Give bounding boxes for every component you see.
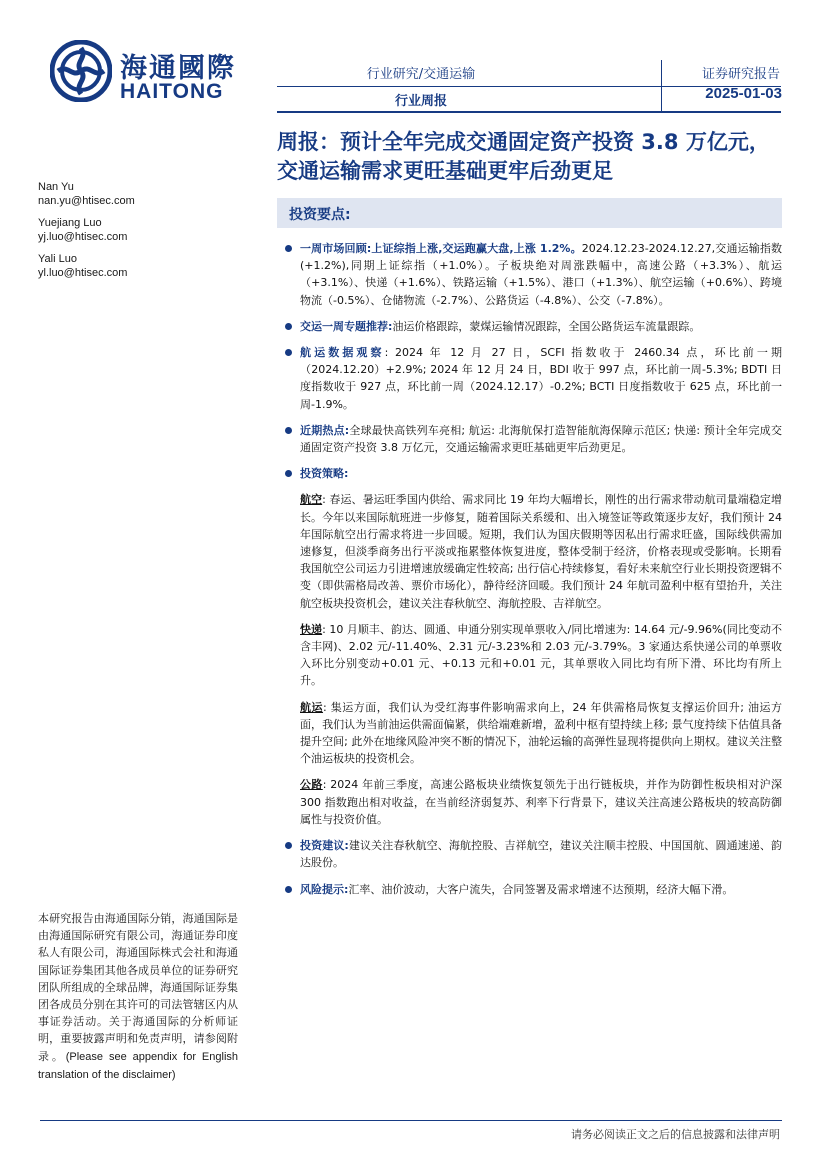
aviation-text: : 春运、暑运旺季国内供给、需求同比 19 年均大幅增长，刚性的出行需求带动航司量端稳定增长。今年以来国际航班进一步修复，随着国际关系缓和、出入境签证等政策逐步友好，我们预计 24 年国际航空出行需求将进一步回暖。短期，我们认为国庆假期等因私出行需求旺盛，国际线供需加速修复，但淡季商务出行平淡或拖累整体恢复进度，整体受制于经济，价格表现或受影响。长期看我国航空公司运力引进增速放缓确定性较高; 出行信心持续修复，看好未来航空行业长期投资逻辑不变（即供需格局改善、票价市场化），静待经济回暖。我们预计 24 年航司盈利中枢有望抬升，关注航空板块投资机会，建议关注春秋航空、海航控股、吉祥航空。 xyxy=(300,493,782,610)
report-category: 行业研究/交通运输 xyxy=(366,67,476,82)
disclaimer-cn: 本研究报告由海通国际分销，海通国际是由海通国际研究有限公司，海通证券印度私人有限公司，海通国际株式会社和海通国际证券集团其他各成员单位的证券研究团队所组成的全球品牌，海通国际证券集团各成员分别在其许可的司法管辖区内从事证券活动。关于海通国际的分析师证明，重要披露声明和免责声明，请参阅附录。 xyxy=(38,912,238,1063)
strategy-label: 投资策略: xyxy=(300,467,349,481)
logo-chinese-text: 海通國際 xyxy=(120,53,236,84)
weekly-review-label: 一周市场回顾:上证综指上涨,交运跑赢大盘,上涨 1.2%。 xyxy=(300,242,582,255)
hotspots-text: 全球最快高铁列车亮相; 航运: 北海航保打造智能航海保障示范区; 快递: 预计全年完成交通固定资产投资 3.8 万亿元，交通运输需求更旺基础更牢后劲更足。 xyxy=(300,423,782,455)
report-type: 行业周报 xyxy=(394,94,447,109)
author-name: Yali Luo xyxy=(38,253,77,265)
express-label: 快递 xyxy=(300,622,323,636)
shipping-data-label: 航运数据观察 xyxy=(300,346,385,360)
strategy-express xyxy=(282,621,782,690)
footer-notice: 请务必阅读正文之后的信息披露和法律声明 xyxy=(571,1128,780,1141)
author-name: Nan Yu xyxy=(38,181,74,193)
key-points-body xyxy=(282,240,782,907)
shipping-text: : 集运方面，我们认为受红海事件影响需求向上，24 年供需格局恢复支撑运价回升; 油运方面，我们认为当前油运供需面偏紧，供给端难新增，盈利中枢有望持续上移; 景气度持续下估值具备提升空间; 此外在地缘风险冲突不断的情况下，油轮运输的高弹性显现将提供向上期权。建议关注整个油运板块的投资机会。 xyxy=(300,700,782,766)
weekly-review-text: 2024.12.23-2024.12.27,交通运输指数(+1.2%),同期上证综指（+1.0%）。子板块绝对周涨跌幅中，高速公路（+3.3%）、航运（+3.1%）、快递（+1.6%）、铁路运输（+1.5%）、港口（+1.3%）、航空运输（+0.6%）、跨境物流（-0.5%）、仓储物流（-2.7%）、公路货运（-4.8%）、公交（-7.8%）。 xyxy=(300,242,783,307)
bullet-weekly-review xyxy=(282,240,782,309)
bullet-shipping-data xyxy=(282,344,782,413)
haitong-emblem-icon xyxy=(50,40,112,102)
footer-rule xyxy=(40,1120,782,1121)
header-divider xyxy=(661,60,662,112)
key-points-heading: 投资要点: xyxy=(289,207,351,223)
author-list xyxy=(38,180,268,288)
report-title: 周报：预计全年完成交通固定资产投资 3.8 万亿元，交通运输需求更旺基础更牢后劲更足 xyxy=(277,130,770,183)
author-email[interactable]: nan.yu@htisec.com xyxy=(38,195,135,207)
key-points-band xyxy=(277,198,782,228)
topic-text: 油运价格跟踪，蒙煤运输情况跟踪，全国公路货运车流量跟踪。 xyxy=(392,319,701,333)
topic-label: 交运一周专题推荐: xyxy=(300,319,393,333)
disclaimer-en: (Please see appendix for English translation of the disclaimer) xyxy=(38,1050,239,1081)
highway-label: 公路 xyxy=(300,778,323,792)
report-label: 证券研究报告 xyxy=(701,67,780,82)
logo-english-text: HAITONG xyxy=(120,80,224,103)
author xyxy=(38,180,268,208)
strategy-highway xyxy=(282,776,782,828)
express-text: : 10 月顺丰、韵达、圆通、申通分别实现单票收入/同比增速为: 14.64 元/-9.96%(同比变动不含丰网)、2.02 元/-11.40%、2.31 元/-3.23%和 2.03 元/-3.79%。3 家通达系快递公司的单票收入环比分别变动+0.01 元、+0.13 元和+0.01 元，其单票收入同比均有所下滑、环比均有所上升。 xyxy=(300,622,782,688)
report-date: 2025-01-03 xyxy=(705,85,782,102)
aviation-label: 航空 xyxy=(300,493,323,507)
bullet-strategy xyxy=(282,465,782,482)
author xyxy=(38,252,268,280)
bullet-topic xyxy=(282,318,782,335)
author xyxy=(38,216,268,244)
bullet-suggestion xyxy=(282,837,782,871)
author-email[interactable]: yl.luo@htisec.com xyxy=(38,267,128,279)
highway-text: : 2024 年前三季度，高速公路板块业绩恢复领先于出行链板块，并作为防御性板块相对沪深 300 指数跑出相对收益，在当前经济弱复苏、利率下行背景下，建议关注高速公路板块的较高防御属性与投资价值。 xyxy=(300,778,782,826)
risk-text: 汇率、油价波动，大客户流失，合同签署及需求增速不达预期，经济大幅下滑。 xyxy=(348,882,734,896)
disclaimer xyxy=(38,910,238,1084)
risk-label: 风险提示: xyxy=(300,882,349,896)
author-name: Yuejiang Luo xyxy=(38,217,102,229)
hotspots-label: 近期热点: xyxy=(300,423,350,437)
haitong-logo xyxy=(50,40,250,102)
author-email[interactable]: yj.luo@htisec.com xyxy=(38,231,128,243)
header-rule-bottom xyxy=(277,111,781,113)
shipping-label: 航运 xyxy=(300,700,324,714)
shipping-data-text: : 2024 年 12 月 27 日，SCFI 指数收于 2460.34 点，环比前一期（2024.12.20）+2.9%; 2024 年 12 月 24 日，BDI 收于 997 点，环比前一周-5.3%; BDTI 日度指数收于 927 点，环比前一周（2024.12.17）-0.2%; BCTI 日度指数收于 625 点，环比前一周-1.9%。 xyxy=(300,346,783,411)
suggestion-label: 投资建议: xyxy=(300,839,349,853)
strategy-aviation xyxy=(282,491,782,611)
bullet-hotspots xyxy=(282,422,782,456)
strategy-shipping xyxy=(282,699,782,768)
bullet-risk xyxy=(282,881,782,898)
suggestion-text: 建议关注春秋航空、海航控股、吉祥航空，建议关注顺丰控股、中国国航、圆通速递、韵达股份。 xyxy=(300,839,782,870)
